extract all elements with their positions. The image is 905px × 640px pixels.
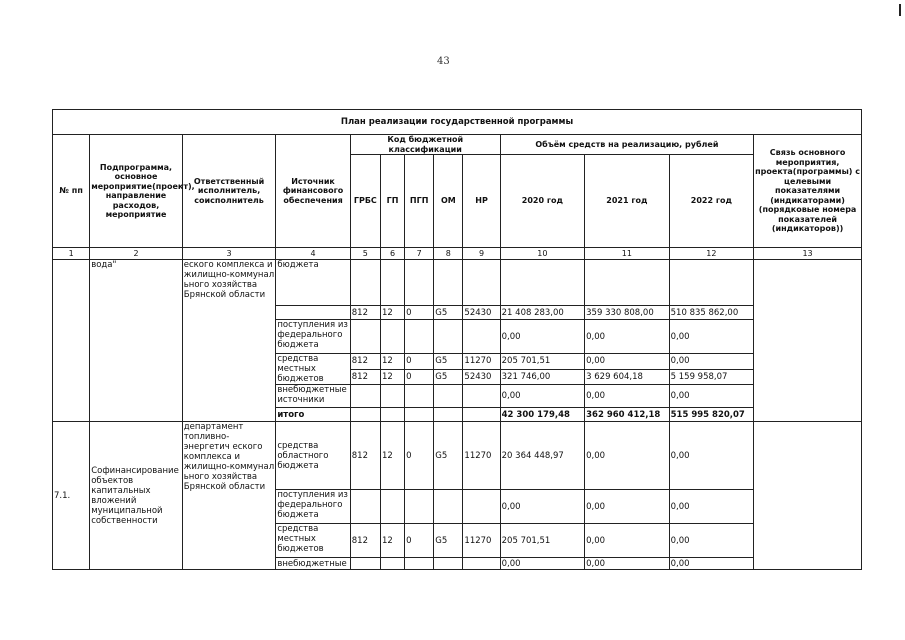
- amount-2020: 205 701,51: [500, 524, 585, 558]
- om-cell: [434, 408, 463, 422]
- amount-2020: 0,00: [500, 320, 585, 354]
- amount-2022: 0,00: [669, 320, 754, 354]
- page-number: 43: [437, 56, 450, 67]
- om-cell: [434, 320, 463, 354]
- source-cell: поступления из федерального бюджета: [276, 320, 350, 354]
- header-2020: 2020 год: [500, 155, 585, 248]
- pgp-cell: [405, 408, 434, 422]
- header-gp: ГП: [380, 155, 404, 248]
- amount-2022: 0,00: [669, 558, 754, 570]
- amount-2021: 0,00: [585, 354, 670, 370]
- row-number: [53, 260, 90, 422]
- col-number: 10: [500, 248, 585, 260]
- gp-cell: [380, 408, 404, 422]
- col-number: 4: [276, 248, 350, 260]
- pgp-cell: 0: [405, 354, 434, 370]
- grbs-cell: [350, 408, 380, 422]
- header-grbs: ГРБС: [350, 155, 380, 248]
- amount-2022: [669, 260, 754, 306]
- col-number: 3: [182, 248, 276, 260]
- header-number: № пп: [53, 135, 90, 248]
- grbs-cell: [350, 558, 380, 570]
- amount-2021: 359 330 808,00: [585, 306, 670, 320]
- header-executor: Ответственный исполнитель, соисполнитель: [182, 135, 276, 248]
- executor-name: еского комплекса и жилищно-коммунал ьного хозяйства Брянской области: [182, 260, 276, 422]
- amount-2022: 5 159 958,07: [669, 369, 754, 385]
- header-om: ОМ: [434, 155, 463, 248]
- pgp-cell: [405, 385, 434, 408]
- nr-cell: 11270: [463, 354, 500, 370]
- col-number: 9: [463, 248, 500, 260]
- gp-cell: [380, 558, 404, 570]
- header-activity: Подпрограмма, основное мероприятие(проект), направление расходов, мероприятие: [90, 135, 183, 248]
- pgp-cell: 0: [405, 369, 434, 385]
- header-source: Источник финансового обеспечения: [276, 135, 350, 248]
- om-cell: [434, 385, 463, 408]
- gp-cell: [380, 260, 404, 306]
- pgp-cell: [405, 260, 434, 306]
- source-cell: внебюджетные источники: [276, 385, 350, 408]
- total-2020: 42 300 179,48: [500, 408, 585, 422]
- column-numbers-row: [53, 248, 862, 260]
- amount-2020: [500, 260, 585, 306]
- header-kbk-group: Код бюджетной классификации: [350, 135, 500, 155]
- source-cell: внебюджетные: [276, 558, 350, 570]
- om-cell: [434, 260, 463, 306]
- grbs-cell: 812: [350, 369, 380, 385]
- amount-2021: 0,00: [585, 558, 670, 570]
- nr-cell: 11270: [463, 524, 500, 558]
- header-funds-group: Объём средств на реализацию, рублей: [500, 135, 754, 155]
- header-2022: 2022 год: [669, 155, 754, 248]
- grbs-cell: 812: [350, 524, 380, 558]
- nr-cell: [463, 385, 500, 408]
- grbs-cell: [350, 260, 380, 306]
- amount-2022: 0,00: [669, 422, 754, 490]
- pgp-cell: 0: [405, 422, 434, 490]
- program-plan-table: [52, 109, 862, 570]
- nr-cell: 52430: [463, 369, 500, 385]
- amount-2021: [585, 260, 670, 306]
- om-cell: G5: [434, 354, 463, 370]
- source-cell: поступления из федерального бюджета: [276, 490, 350, 524]
- gp-cell: 12: [380, 306, 404, 320]
- amount-2020: 321 746,00: [500, 369, 585, 385]
- table-row: [53, 260, 862, 306]
- col-number: 5: [350, 248, 380, 260]
- col-number: 11: [585, 248, 670, 260]
- amount-2021: 0,00: [585, 385, 670, 408]
- om-cell: G5: [434, 422, 463, 490]
- activity-name: Софинансирование объектов капитальных вложений муниципальной собственности: [90, 422, 183, 570]
- amount-2022: 0,00: [669, 490, 754, 524]
- nr-cell: [463, 408, 500, 422]
- col-number: 13: [754, 248, 862, 260]
- header-row-1: [53, 135, 862, 155]
- grbs-cell: [350, 490, 380, 524]
- gp-cell: 12: [380, 524, 404, 558]
- source-cell: бюджета: [276, 260, 350, 306]
- grbs-cell: 812: [350, 422, 380, 490]
- source-cell: итого: [276, 408, 350, 422]
- nr-cell: [463, 558, 500, 570]
- nr-cell: [463, 260, 500, 306]
- gp-cell: 12: [380, 422, 404, 490]
- amount-2020: 0,00: [500, 385, 585, 408]
- pgp-cell: [405, 490, 434, 524]
- amount-2022: 0,00: [669, 354, 754, 370]
- nr-cell: [463, 320, 500, 354]
- amount-2022: 0,00: [669, 385, 754, 408]
- executor-name: департамент топливно-энергетич еского комплекса и жилищно-коммунал ьного хозяйства Брянской области: [182, 422, 276, 570]
- table-title: План реализации государственной программы: [53, 110, 862, 135]
- grbs-cell: 812: [350, 354, 380, 370]
- pgp-cell: 0: [405, 524, 434, 558]
- header-indicators: Связь основного мероприятия, проекта(программы) с целевыми показателями (индикаторами) (порядковые номера показателей (индикаторов)): [754, 135, 862, 248]
- om-cell: G5: [434, 524, 463, 558]
- om-cell: [434, 558, 463, 570]
- nr-cell: [463, 490, 500, 524]
- col-number: 6: [380, 248, 404, 260]
- source-cell: средства областного бюджета: [276, 422, 350, 490]
- grbs-cell: [350, 385, 380, 408]
- amount-2020: 21 408 283,00: [500, 306, 585, 320]
- table-title-row: [53, 110, 862, 135]
- program-table-wrapper: [52, 109, 862, 570]
- pgp-cell: [405, 558, 434, 570]
- om-cell: [434, 490, 463, 524]
- amount-2021: 3 629 604,18: [585, 369, 670, 385]
- gp-cell: [380, 490, 404, 524]
- col-number: 2: [90, 248, 183, 260]
- amount-2020: 0,00: [500, 490, 585, 524]
- activity-name: вода": [90, 260, 183, 422]
- gp-cell: [380, 385, 404, 408]
- source-cell: средства местных бюджетов: [276, 524, 350, 558]
- header-pgp: ПГП: [405, 155, 434, 248]
- table-row: [53, 422, 862, 490]
- amount-2021: 0,00: [585, 422, 670, 490]
- amount-2021: 0,00: [585, 320, 670, 354]
- pgp-cell: [405, 320, 434, 354]
- amount-2022: 0,00: [669, 524, 754, 558]
- amount-2021: 0,00: [585, 524, 670, 558]
- gp-cell: 12: [380, 369, 404, 385]
- om-cell: G5: [434, 306, 463, 320]
- col-number: 12: [669, 248, 754, 260]
- amount-2020: 205 701,51: [500, 354, 585, 370]
- source-cell: средства местных бюджетов: [276, 354, 350, 385]
- gp-cell: 12: [380, 354, 404, 370]
- indicator-link-cell: [754, 260, 862, 422]
- col-number: 1: [53, 248, 90, 260]
- indicator-link-cell: [754, 422, 862, 570]
- col-number: 8: [434, 248, 463, 260]
- nr-cell: 11270: [463, 422, 500, 490]
- edge-mark: [899, 4, 901, 16]
- header-nr: НР: [463, 155, 500, 248]
- grbs-cell: 812: [350, 306, 380, 320]
- amount-2022: 510 835 862,00: [669, 306, 754, 320]
- header-2021: 2021 год: [585, 155, 670, 248]
- total-2021: 362 960 412,18: [585, 408, 670, 422]
- grbs-cell: [350, 320, 380, 354]
- amount-2021: 0,00: [585, 490, 670, 524]
- col-number: 7: [405, 248, 434, 260]
- amount-2020: 0,00: [500, 558, 585, 570]
- gp-cell: [380, 320, 404, 354]
- om-cell: G5: [434, 369, 463, 385]
- source-cell: [276, 306, 350, 320]
- amount-2020: 20 364 448,97: [500, 422, 585, 490]
- nr-cell: 52430: [463, 306, 500, 320]
- pgp-cell: 0: [405, 306, 434, 320]
- row-number: 7.1.: [53, 422, 90, 570]
- total-2022: 515 995 820,07: [669, 408, 754, 422]
